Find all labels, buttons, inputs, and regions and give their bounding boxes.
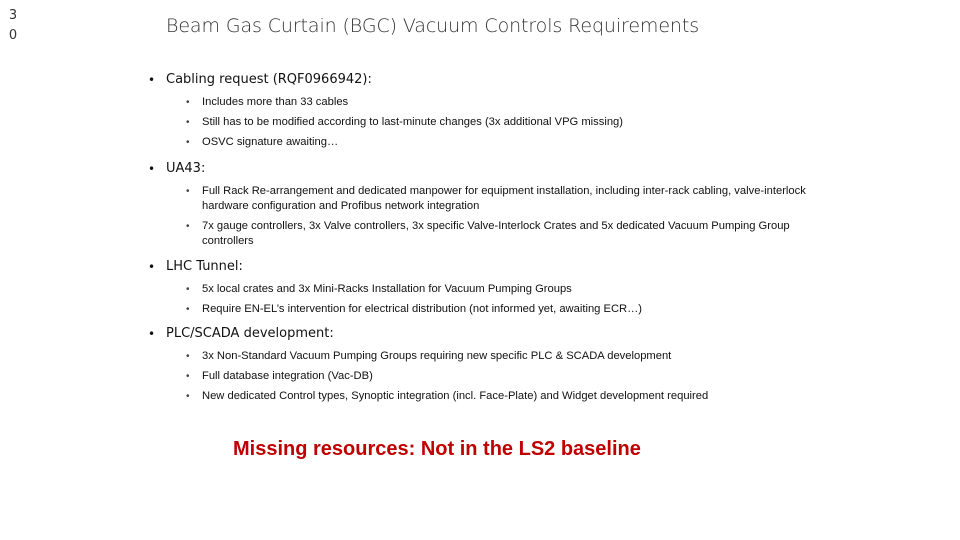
section-heading: • LHC Tunnel: [148,258,838,276]
sub-list [148,349,838,404]
sub-list [148,95,838,150]
slide-number: 30 [8,8,18,43]
list-item: • New dedicated Control types, Synoptic integration (incl. Face-Plate) and Widget development required [184,389,832,404]
list-item: • Require EN-EL’s intervention for electrical distribution (not informed yet, awaiting ECR…) [184,302,832,317]
section-cabling-request [148,71,838,155]
list-item: • Full database integration (Vac-DB) [184,369,832,384]
section-heading: • PLC/SCADA development: [148,325,838,343]
list-item: • Still has to be modified according to last-minute changes (3x additional VPG missing) [184,115,832,130]
section-ua43 [148,160,838,254]
list-item: • OSVC signature awaiting… [184,135,832,150]
list-item: • 5x local crates and 3x Mini-Racks Installation for Vacuum Pumping Groups [184,282,832,297]
list-item: • Includes more than 33 cables [184,95,832,110]
list-item: • 3x Non-Standard Vacuum Pumping Groups requiring new specific PLC & SCADA development [184,349,832,364]
section-lhc-tunnel [148,258,838,322]
missing-resources-note: Missing resources: Not in the LS2 baseline [233,438,641,460]
section-heading: • Cabling request (RQF0966942): [148,71,838,89]
sub-list [148,184,838,249]
sub-list [148,282,838,317]
slide-title: Beam Gas Curtain (BGC) Vacuum Controls Requirements [166,15,700,37]
list-item: • 7x gauge controllers, 3x Valve controllers, 3x specific Valve-Interlock Crates and 5x dedicated Vacuum Pumping Group controllers [184,219,832,249]
list-item: • Full Rack Re-arrangement and dedicated manpower for equipment installation, including inter-rack cabling, valve-interlock hardware configuration and Profibus network integration [184,184,832,214]
section-heading: • UA43: [148,160,838,178]
section-plc-scada [148,325,838,409]
